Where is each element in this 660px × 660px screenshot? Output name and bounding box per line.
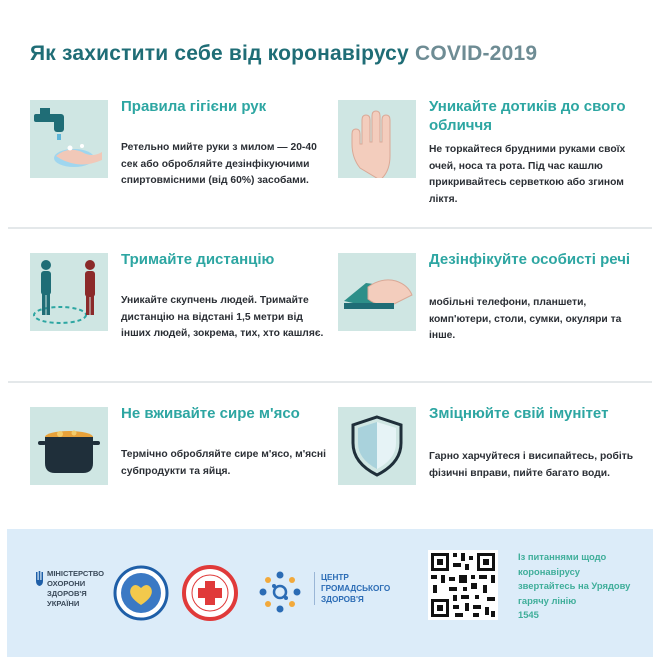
page-title: [30, 42, 640, 66]
card-distance: [30, 253, 330, 373]
card-title: Не вживайте сире м'ясо: [121, 405, 300, 422]
footer-logos: [7, 529, 653, 657]
hotline-text: Із питаннями щодо коронавірусу звертайтесь на Урядову гарячу лінію: [518, 551, 631, 606]
card-title: Тримайте дистанцію: [121, 251, 275, 268]
faucet-hands-icon: [30, 100, 108, 178]
divider: [8, 227, 652, 229]
hotline-info: [518, 550, 636, 623]
card-text: Ретельно мийте руки з милом — 20-40 сек або обробляйте дезінфікуючими спиртовмісними (від 60%) засобами.: [121, 142, 317, 186]
hand-icon: [338, 100, 416, 178]
card-title: Уникайте дотиків до свого обличчя: [429, 98, 626, 134]
card-title: Дезінфікуйте особисті речі: [429, 251, 631, 268]
card-text: Не торкайтеся брудними руками своїх очей, носа та рота. Під час кашлю прикривайтесь серветкою або згином ліктя.: [429, 144, 626, 205]
card-title: Зміцнюйте свій імунітет: [429, 405, 609, 422]
shield-icon: [338, 407, 416, 485]
ministry-logo: [35, 569, 115, 617]
page-title-covid: COVID-2019: [414, 42, 538, 65]
card-text: Гарно харчуйтеся і висипайтесь, робіть фізичні вправи, пийте багато води.: [429, 451, 634, 479]
card-title: Правила гігієни рук: [121, 98, 267, 115]
red-cross-icon: [182, 565, 238, 621]
card-text: мобільні телефони, планшети, комп'ютери, столи, сумки, окуляри та інше.: [429, 297, 622, 341]
card-raw-meat: [30, 407, 330, 527]
card-immunity: [338, 407, 638, 527]
card-hand-hygiene: [30, 100, 330, 220]
cleaning-cloth-icon: [338, 253, 416, 331]
card-text: Термічно обробляйте сире м'ясо, м'ясні субпродукти та яйця.: [121, 449, 326, 477]
cooking-pot-icon: [30, 407, 108, 485]
ministry-name: МІНІСТЕРСТВО ОХОРОНИ ЗДОРОВ'Я УКРАЇНИ: [47, 569, 105, 608]
hotline-number: 1545: [518, 609, 539, 620]
phc-name: ЦЕНТР ГРОМАДСЬКОГО ЗДОРОВ'Я: [314, 572, 411, 605]
card-disinfect: [338, 253, 638, 373]
page-title-main: Як захистити себе від коронавірусу: [30, 42, 409, 65]
public-health-center-icon: [253, 565, 307, 619]
qr-code[interactable]: [428, 550, 498, 620]
distance-people-icon: [30, 253, 108, 331]
card-text: Уникайте скупчень людей. Тримайте дистанцію на відстані 1,5 метри від інших людей, зокрема, тих, хто кашляє.: [121, 295, 324, 339]
heart-emblem-icon: [113, 565, 169, 621]
divider: [8, 381, 652, 383]
card-face-touch: [338, 100, 638, 220]
trident-icon: [35, 571, 44, 587]
